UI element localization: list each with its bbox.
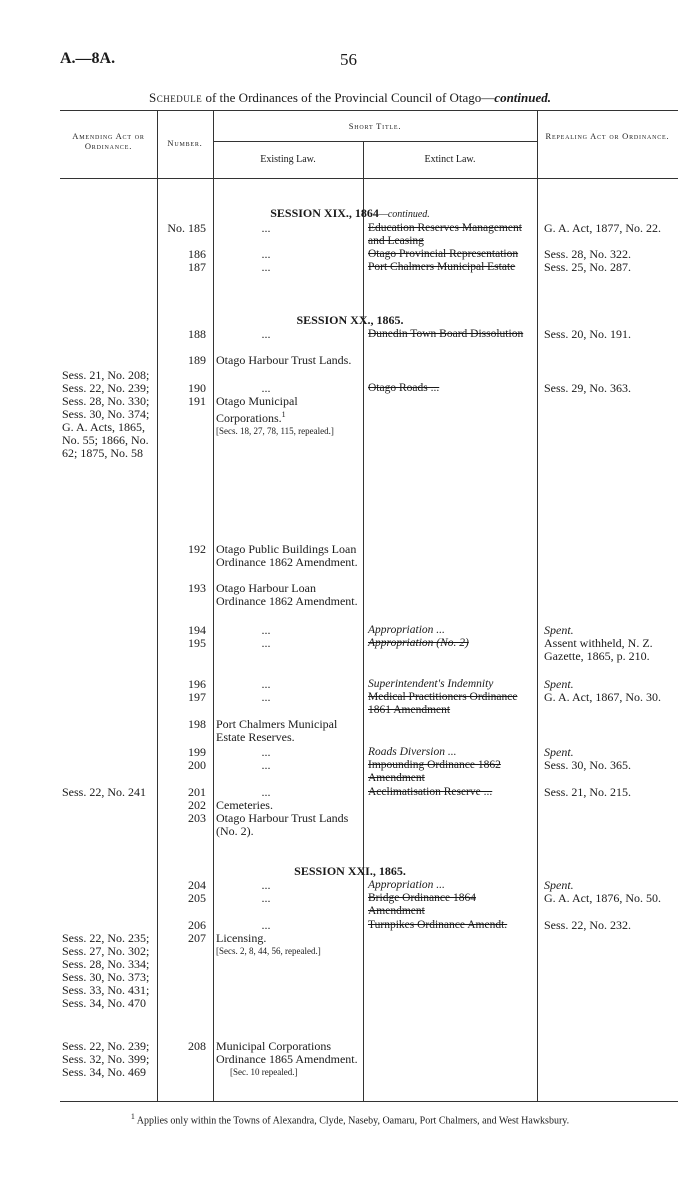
existing-law xyxy=(216,624,360,637)
row-number: 205 xyxy=(188,891,206,905)
col-rule-4 xyxy=(537,110,538,1101)
row-number: 188 xyxy=(188,327,206,341)
col-header-short-title: Short Title. xyxy=(348,121,402,131)
existing-law: Otago Harbour Trust Lands. xyxy=(216,353,352,367)
col-rule-3 xyxy=(363,141,364,1101)
existing-law xyxy=(216,1040,360,1079)
existing-law xyxy=(216,261,360,274)
amending-acts: Sess. 22, No. 235; Sess. 27, No. 302; Sess. 28, No. 334; Sess. 30, No. 373; Sess. 33, No. 431; Sess. 34, No. 470 xyxy=(62,931,150,1010)
row-number: 201 xyxy=(188,785,206,799)
existing-law-text: ... xyxy=(261,677,271,691)
existing-law-text: Municipal Corporations Ordinance 1865 Amendment. xyxy=(216,1039,358,1066)
existing-law-text: Licensing. xyxy=(216,931,267,945)
existing-law-text: ... xyxy=(261,785,271,799)
row-number: 189 xyxy=(188,353,206,367)
repealing-act: Sess. 21, No. 215. xyxy=(544,785,632,799)
document-reference: A.—8A. xyxy=(60,50,116,67)
existing-law xyxy=(216,879,360,892)
repealing-act: Spent. xyxy=(544,878,574,892)
repealing-act: G. A. Act, 1867, No. 30. xyxy=(544,690,661,704)
extinct-law: Appropriation ... xyxy=(368,624,445,636)
repealed-sections-note: [Sec. 10 repealed.] xyxy=(230,1067,298,1077)
session-title: SESSION XIX., 1864 xyxy=(270,206,379,220)
existing-law-text: ... xyxy=(261,878,271,892)
table-top-rule xyxy=(60,110,678,111)
short-title-rule xyxy=(213,141,537,142)
row-number: 203 xyxy=(188,811,206,825)
existing-law: Port Chalmers Municipal Estate Reserves. xyxy=(216,717,338,744)
row-number: 194 xyxy=(188,623,206,637)
existing-law xyxy=(216,222,360,235)
existing-law-text: ... xyxy=(261,260,271,274)
row-number: No. 185 xyxy=(167,221,206,235)
row-number: 193 xyxy=(188,581,206,595)
row-number: 208 xyxy=(188,1039,206,1053)
repealing-act: Spent. xyxy=(544,623,574,637)
repealing-act: Spent. xyxy=(544,745,574,759)
extinct-law: Roads Diversion ... xyxy=(368,746,457,758)
existing-law-text: ... xyxy=(261,636,271,650)
extinct-law-text: Acclimatisation Reserve ... xyxy=(368,786,493,798)
caption-suffix: continued. xyxy=(494,90,552,105)
row-number: 206 xyxy=(188,918,206,932)
col-header-amending: Amending Act or Ordinance. xyxy=(72,131,145,151)
existing-law: Cemeteries. xyxy=(216,798,273,812)
existing-law xyxy=(216,637,360,650)
row-number: 202 xyxy=(188,798,206,812)
session-title: SESSION XX., 1865. xyxy=(296,313,404,327)
existing-law-text: ... xyxy=(261,745,271,759)
header-bottom-rule xyxy=(60,178,678,179)
extinct-law: Medical Practitioners Ordinance 1861 Amendment xyxy=(368,691,518,716)
extinct-law: Port Chalmers Municipal Estate xyxy=(368,261,516,273)
existing-law-text: ... xyxy=(261,381,271,395)
existing-law xyxy=(216,892,360,905)
repealing-act: Sess. 28, No. 322. xyxy=(544,247,632,261)
row-number: 190 xyxy=(188,381,206,395)
repealing-act: Sess. 30, No. 365. xyxy=(544,758,632,772)
row-number: 198 xyxy=(188,717,206,731)
extinct-law: Otago Provincial Representation xyxy=(368,248,519,260)
existing-law-text: ... xyxy=(261,221,271,235)
existing-law: Otago Harbour Trust Lands (No. 2). xyxy=(216,811,349,838)
footnote-text: Applies only within the Towns of Alexandra, Clyde, Naseby, Oamaru, Port Chalmers, and West Hawksbury. xyxy=(134,1115,570,1127)
repealing-act: G. A. Act, 1876, No. 50. xyxy=(544,891,661,905)
repealing-act: Sess. 20, No. 191. xyxy=(544,327,632,341)
session-heading xyxy=(0,313,700,328)
row-number: 200 xyxy=(188,758,206,772)
row-number: 204 xyxy=(188,878,206,892)
existing-law-text: ... xyxy=(261,247,271,261)
extinct-law xyxy=(368,382,534,395)
existing-law-text: ... xyxy=(261,327,271,341)
repealing-act: Spent. xyxy=(544,677,574,691)
col-header-repealing: Repealing Act or Ordinance. xyxy=(545,131,670,141)
extinct-law: Turnpikes Ordinance Amendt. xyxy=(368,919,508,931)
repealed-sections-note: [Secs. 2, 8, 44, 56, repealed.] xyxy=(216,946,321,956)
existing-law-text: ... xyxy=(261,891,271,905)
col-rule-2 xyxy=(213,110,214,1101)
amending-acts: Sess. 22, No. 239; Sess. 32, No. 399; Sess. 34, No. 469 xyxy=(62,1039,150,1079)
extinct-law: Education Reserves Management and Leasing xyxy=(368,222,522,247)
extinct-law: Impounding Ordinance 1862 Amendment xyxy=(368,759,501,784)
footnote-marker: 1 xyxy=(130,1112,135,1121)
extinct-law: Superintendent's Indemnity xyxy=(368,678,494,690)
amending-acts: Sess. 22, No. 241 xyxy=(62,785,147,799)
amending-acts: Sess. 21, No. 208; Sess. 22, No. 239; Sess. 28, No. 330; Sess. 30, No. 374; G. A. Acts, 1865, No. 55; 1866, No. 62; 1875, No. 58 xyxy=(62,368,150,460)
repealed-sections-note: [Secs. 18, 27, 78, 115, repealed.] xyxy=(216,426,334,436)
existing-law xyxy=(216,691,360,704)
existing-law xyxy=(216,746,360,759)
session-heading xyxy=(0,206,700,221)
page-number: 56 xyxy=(340,50,357,69)
existing-law: Otago Harbour Loan Ordinance 1862 Amendment. xyxy=(216,581,358,608)
existing-law xyxy=(216,248,360,261)
extinct-law: Appropriation ... xyxy=(368,879,445,891)
existing-law xyxy=(216,932,360,958)
existing-law-text: ... xyxy=(261,758,271,772)
existing-law xyxy=(216,328,360,341)
extinct-law: Dunedin Town Board Dissolution xyxy=(368,328,524,340)
session-title: SESSION XXI., 1865. xyxy=(294,864,406,878)
existing-law-text: ... xyxy=(261,623,271,637)
col-header-extinct: Extinct Law. xyxy=(424,154,476,165)
extinct-law: Bridge Ordinance 1864 Amendment xyxy=(368,892,476,917)
existing-law xyxy=(216,678,360,691)
row-number: 191 xyxy=(188,394,206,408)
row-number: 187 xyxy=(188,260,206,274)
row-number: 196 xyxy=(188,677,206,691)
table-bottom-rule xyxy=(60,1101,678,1102)
row-number: 192 xyxy=(188,542,206,556)
footnote xyxy=(0,1112,700,1126)
extinct-law xyxy=(368,786,534,799)
session-heading xyxy=(0,864,700,879)
col-header-existing: Existing Law. xyxy=(260,154,316,165)
repealing-act: G. A. Act, 1877, No. 22. xyxy=(544,221,661,235)
existing-law-text: ... xyxy=(261,918,271,932)
table-caption xyxy=(0,90,700,106)
extinct-law: Appropriation (No. 2) xyxy=(368,637,469,649)
existing-law-text: ... xyxy=(261,690,271,704)
row-number: 207 xyxy=(188,931,206,945)
caption-prefix: Schedule xyxy=(148,90,203,105)
col-header-number: Number. xyxy=(167,138,203,148)
footnote-marker: 1 xyxy=(281,410,286,419)
repealing-act: Sess. 25, No. 287. xyxy=(544,260,632,274)
caption-text: of the Ordinances of the Provincial Council of Otago— xyxy=(202,90,495,105)
existing-law xyxy=(216,395,360,438)
row-number: 197 xyxy=(188,690,206,704)
repealing-act: Sess. 29, No. 363. xyxy=(544,381,632,395)
repealing-act: Assent withheld, N. Z. Gazette, 1865, p. 210. xyxy=(544,636,653,663)
existing-law: Otago Public Buildings Loan Ordinance 1862 Amendment. xyxy=(216,542,358,569)
existing-law-text: Otago Municipal Corporations. xyxy=(216,394,298,425)
repealing-act: Sess. 22, No. 232. xyxy=(544,918,632,932)
extinct-law-text: Otago Roads ... xyxy=(368,382,440,394)
existing-law xyxy=(216,759,360,772)
row-number: 199 xyxy=(188,745,206,759)
session-note: —continued. xyxy=(378,209,430,220)
row-number: 195 xyxy=(188,636,206,650)
row-number: 186 xyxy=(188,247,206,261)
